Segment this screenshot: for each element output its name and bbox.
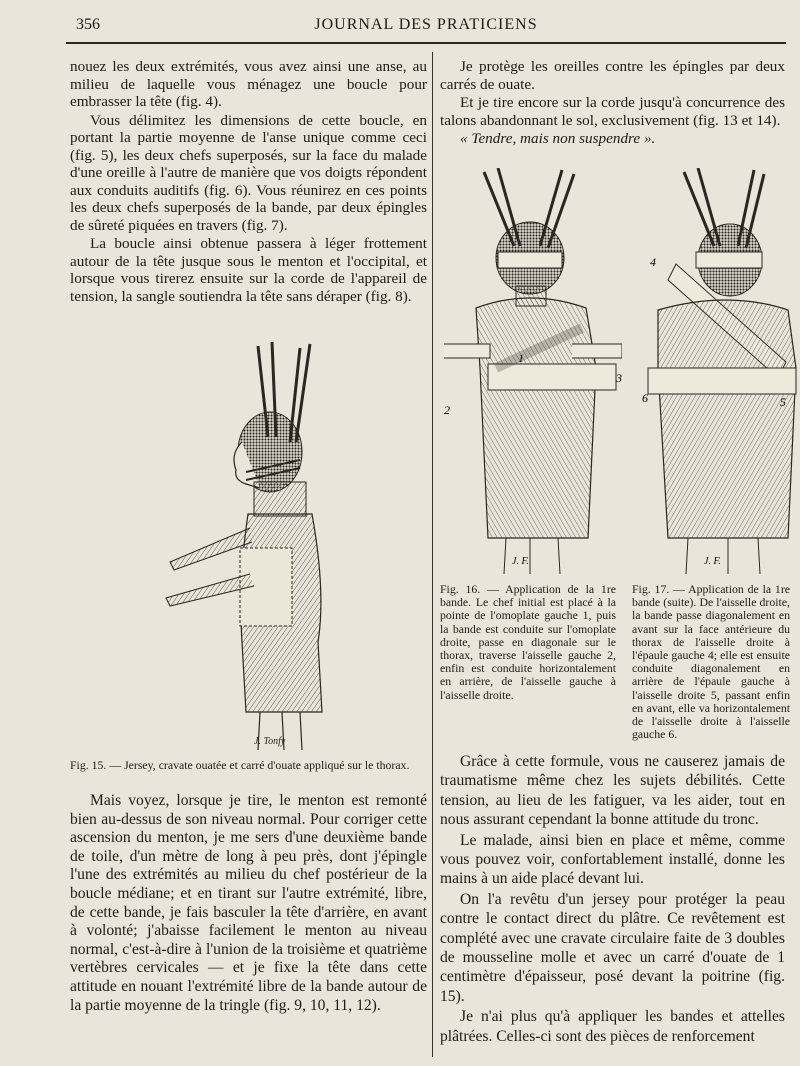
paragraph: Grâce à cette formule, vous ne causerez jamais de traumatisme même chez les sujets débilités. Cette tension, au lieu de les fatiguer, va les aider, tout en nous assurant cependant la bonne attitude du tronc. (440, 753, 785, 829)
right-column-bottom-text (440, 752, 785, 1047)
left-column-bottom-text (70, 792, 427, 1016)
paragraph: On l'a revêtu d'un jersey pour protéger la peau contre le contact direct du plâtre. Ce revêtement est complété avec une cravate circulaire faite de 3 doubles de mousseline molle et avec un carré d'ouate de 1 centimètre d'épaisseur, posé devant la poitrine (fig. 15). (440, 890, 785, 1005)
journal-title: JOURNAL DES PRATICIENS (314, 16, 538, 33)
figure-16-label-3: 3 (616, 371, 622, 385)
figure-17-illustration (628, 168, 800, 578)
figure-15-caption: Fig. 15. — Jersey, cravate ouatée et carré d'ouate appliqué sur le thorax. (70, 758, 410, 772)
paragraph: Je n'ai plus qu'à appliquer les bandes et attelles plâtrées. Celles-ci sont des pièces de renforcement (440, 1008, 785, 1045)
paragraph: Et je tire encore sur la corde jusqu'à concurrence des talons abandonnant le sol, exclusivement (fig. 13 et 14). (440, 94, 785, 129)
right-column-top-text (440, 58, 785, 149)
figure-15-signature: J. Tonfy (254, 736, 286, 747)
figure-17-label-6: 6 (642, 391, 648, 405)
figure-17-caption: Fig. 17. — Application de la 1re bande (suite). De l'aisselle droite, la bande passe diagonalement en avant sur la face antérieure du thorax de l'aisselle droite à l'épaule gauche 4; elle est ensuite conduite diagonalement en arrière de l'épaule gauche à l'aisselle droite 5, passant enfin en avant, elle va horizontalement de l'aisselle droite à l'aisselle gauche 6. (632, 582, 790, 742)
figure-17-signature: J. F. (704, 556, 721, 567)
paragraph: Mais voyez, lorsque je tire, le menton est remonté bien au-dessus de son niveau normal. Pour corriger cette ascension du menton, je me sers d'une deuxième bande de toile, d'un mètre de long à peu près, dont j'épingle l'une des extrémités au milieu du chef postérieur de la boucle médiane; et en tirant sur l'autre extrémité, libre, de cette bande, je fais basculer la tête d'arrière, en avant à volonté; j'abaisse facilement le menton au niveau normal, c'est-à-dire à l'union de la troisième et quatrième vertèbres cervicales — et je fixe la tête dans cette attitude en nouant l'extrémité libre de la bande autour de la partie moyenne de la tringle (fig. 9, 10, 11, 12). (70, 792, 427, 1014)
paragraph: nouez les deux extrémités, vous avez ainsi une anse, au milieu de laquelle vous ménagez une boucle pour embrasser la tête (fig. 4). (70, 58, 427, 110)
page-header (66, 14, 786, 38)
paragraph: Je protège les oreilles contre les épingles par deux carrés de ouate. (440, 58, 785, 93)
paragraph: Vous délimitez les dimensions de cette boucle, en portant la partie moyenne de l'anse unique comme ceci (fig. 5), les deux chefs superposés, sur la face du malade d'une oreille à l'autre de manière que vos doigts répondent aux conduits auditifs (fig. 6). Vous réunirez en ces points les deux chefs superposés de la bande, par deux épingles de sûreté piquées en travers (fig. 7). (70, 111, 427, 234)
paragraph: La boucle ainsi obtenue passera à léger frottement autour de la tête jusque sous le menton et l'occipital, et lorsque vous tirerez ensuite sur la corde de l'appareil de tension, la sangle soutiendra la tête sans déraper (fig. 8). (70, 235, 427, 305)
page-number: 356 (76, 16, 100, 33)
figure-16-caption: Fig. 16. — Application de la 1re bande. Le chef initial est placé à la pointe de l'omoplate gauche 1, puis la bande est conduite sur l'omoplate droite, passe en diagonale sur le thorax, traverse l'aisselle gauche 2, enfin est conduite horizontalement en arrière, de l'aisselle gauche à l'aisselle droite. (440, 582, 616, 702)
left-column-top-text (70, 58, 427, 306)
figure-16-label-1: 1 (518, 351, 524, 365)
figure-17-label-5: 5 (780, 395, 786, 409)
figure-17-label-4: 4 (650, 255, 656, 269)
figure-16-label-2: 2 (444, 403, 450, 417)
header-rule (66, 42, 786, 44)
figure-15-illustration (150, 342, 330, 752)
quote: « Tendre, mais non suspendre ». (460, 130, 656, 147)
column-divider (432, 52, 433, 1057)
paragraph: Le malade, ainsi bien en place et même, comme vous pouvez voir, confortablement installé, donne les mains à un aide placé devant lui. (440, 831, 785, 888)
figure-16-illustration (436, 168, 622, 578)
figure-16-signature: J. F. (512, 556, 529, 567)
